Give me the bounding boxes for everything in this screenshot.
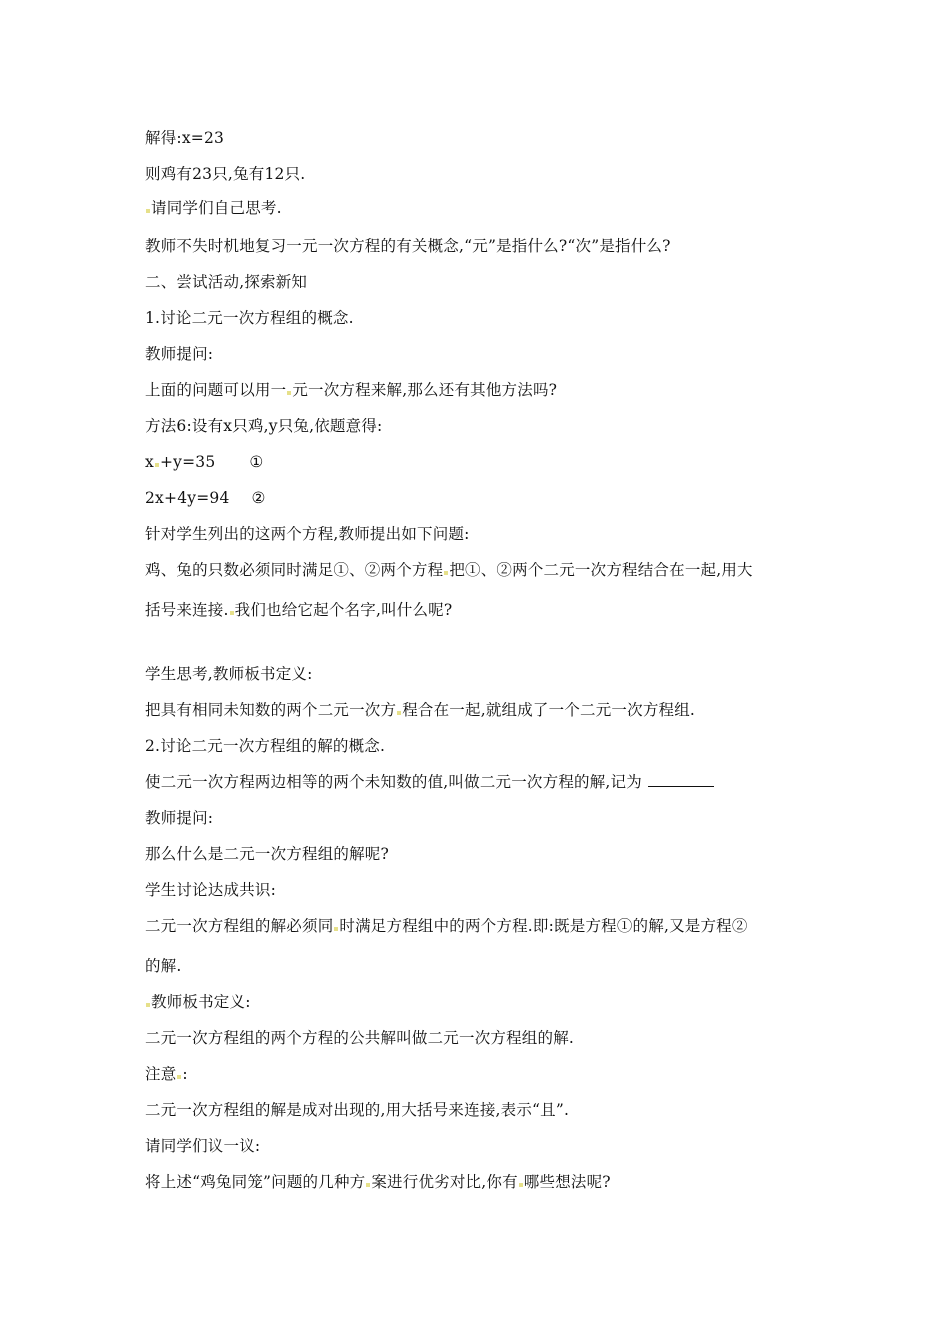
combine-paragraph-line2 bbox=[145, 600, 452, 620]
think-prompt bbox=[145, 198, 282, 218]
highlight-mark bbox=[334, 927, 338, 931]
equation-2-number: ② bbox=[251, 489, 266, 507]
definition-system-part2: 程合在一起,就组成了一个二元一次方程组. bbox=[402, 701, 696, 719]
solution-line: 解得:x=23 bbox=[145, 129, 225, 147]
consensus-line1 bbox=[145, 916, 748, 936]
teacher-question-label-2: 教师提问: bbox=[145, 809, 214, 827]
definition-system bbox=[145, 700, 695, 720]
highlight-mark bbox=[230, 611, 234, 615]
section-heading: 二、尝试活动,探索新知 bbox=[145, 273, 308, 291]
think-prompt-text: 请同学们自己思考. bbox=[151, 199, 282, 217]
definition-system-part1: 把具有相同未知数的两个二元一次方 bbox=[145, 701, 397, 719]
highlight-mark bbox=[366, 1183, 370, 1187]
system-solution-definition: 二元一次方程组的两个方程的公共解叫做二元一次方程组的解. bbox=[145, 1029, 575, 1047]
consensus-line2: 的解. bbox=[145, 957, 182, 975]
system-solution-question: 那么什么是二元一次方程组的解呢? bbox=[145, 845, 390, 863]
method-6-setup: 方法6:设有x只鸡,y只兔,依题意得: bbox=[145, 417, 383, 435]
note-text: 注意 bbox=[145, 1065, 177, 1083]
highlight-mark bbox=[146, 1003, 150, 1007]
review-paragraph: 教师不失时机地复习一元一次方程的有关概念,“元”是指什么?“次”是指什么? bbox=[145, 237, 671, 255]
solution-definition-text: 使二元一次方程两边相等的两个未知数的值,叫做二元一次方程的解,记为 bbox=[145, 773, 642, 791]
highlight-mark bbox=[287, 391, 291, 395]
consensus-part2: 时满足方程组中的两个方程.即:既是方程①的解,又是方程② bbox=[339, 917, 748, 935]
method-question-part1: 上面的问题可以用一 bbox=[145, 381, 287, 399]
combine-part1: 鸡、兔的只数必须同时满足①、②两个方程 bbox=[145, 561, 444, 579]
equation-2-text: 2x+4y=94 bbox=[145, 489, 230, 507]
note-colon: : bbox=[182, 1065, 188, 1083]
compare-part3: 哪些想法呢? bbox=[523, 1173, 611, 1191]
highlight-mark bbox=[444, 571, 448, 575]
equation-1-var: x bbox=[145, 453, 154, 471]
highlight-mark bbox=[519, 1183, 523, 1187]
equation-1-rest: +y=35 bbox=[159, 453, 216, 471]
note-label bbox=[145, 1064, 188, 1084]
teacher-definition-label bbox=[145, 992, 251, 1012]
consensus-part1: 二元一次方程组的解必须同 bbox=[145, 917, 334, 935]
teacher-question-label: 教师提问: bbox=[145, 345, 214, 363]
compare-part1: 将上述“鸡兔同笼”问题的几种方 bbox=[145, 1173, 366, 1191]
compare-part2: 案进行优劣对比,你有 bbox=[371, 1173, 518, 1191]
compare-prompt bbox=[145, 1172, 611, 1192]
highlight-mark bbox=[146, 209, 150, 213]
highlight-mark bbox=[397, 711, 401, 715]
note-content: 二元一次方程组的解是成对出现的,用大括号来连接,表示“且”. bbox=[145, 1101, 570, 1119]
combine-paragraph-line1 bbox=[145, 560, 753, 580]
solution-definition bbox=[145, 772, 714, 792]
equation-2 bbox=[145, 488, 266, 508]
combine-part4: 我们也给它起个名字,叫什么呢? bbox=[234, 601, 453, 619]
answer-line: 则鸡有23只,兔有12只. bbox=[145, 165, 306, 183]
equation-1 bbox=[145, 452, 264, 472]
combine-part2: 把①、②两个二元一次方程结合在一起,用大 bbox=[449, 561, 753, 579]
combine-part3: 括号来连接. bbox=[145, 601, 229, 619]
student-consensus-label: 学生讨论达成共识: bbox=[145, 881, 277, 899]
discuss-prompt: 请同学们议一议: bbox=[145, 1137, 261, 1155]
teacher-definition-text: 教师板书定义: bbox=[151, 993, 251, 1011]
equation-1-number: ① bbox=[249, 453, 264, 471]
subsection-1-heading: 1.讨论二元一次方程组的概念. bbox=[145, 309, 354, 327]
student-think-line: 学生思考,教师板书定义: bbox=[145, 665, 313, 683]
subsection-2-heading: 2.讨论二元一次方程组的解的概念. bbox=[145, 737, 386, 755]
teacher-problem-intro: 针对学生列出的这两个方程,教师提出如下问题: bbox=[145, 525, 470, 543]
method-question-part2: 元一次方程来解,那么还有其他方法吗? bbox=[292, 381, 558, 399]
highlight-mark bbox=[177, 1075, 181, 1079]
fill-in-blank bbox=[648, 772, 714, 787]
method-question bbox=[145, 380, 557, 400]
highlight-mark bbox=[155, 463, 159, 467]
